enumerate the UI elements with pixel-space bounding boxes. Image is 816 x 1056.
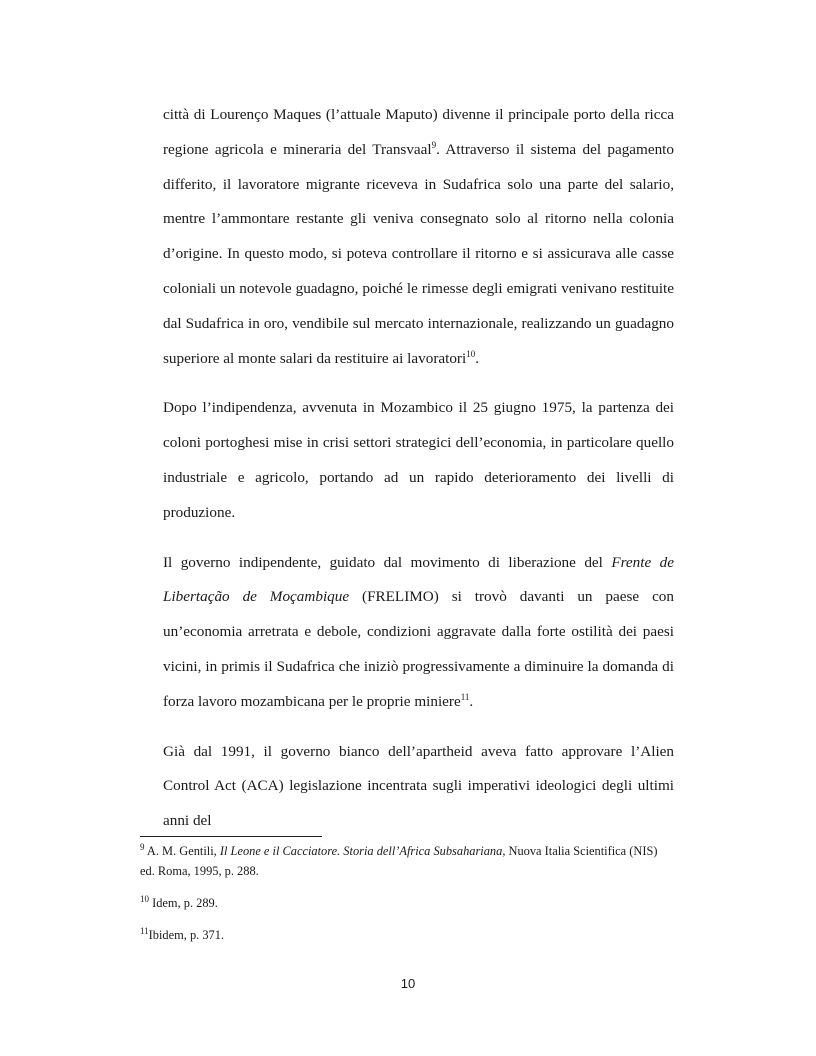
footnote-text: A. M. Gentili, — [144, 844, 220, 858]
footnote-text: Ibidem, p. 371. — [148, 928, 225, 942]
footnote-9 — [140, 841, 674, 881]
footnote-text: Idem, p. 289. — [149, 896, 218, 910]
paragraph-text: . — [475, 349, 480, 367]
footnote-ref-9[interactable]: 9 — [431, 139, 437, 150]
footnote-10 — [140, 893, 674, 913]
footnote-separator — [140, 836, 322, 837]
footnote-mark: 9 — [140, 841, 145, 852]
footnotes — [140, 841, 674, 957]
paragraph-text: . Attraverso il sistema del pagamento differito, il lavoratore migrante riceveva in Sudafrica solo una parte del salario, mentre l’ammontare restante gli veniva consegnato solo al ritorno nella colonia d’origine. In questo modo, si poteva controllare il ritorno e si assicurava alle casse coloniali un notevole guadagno, poiché le rimesse degli emigrati venivano restituite dal Sudafrica in oro, vendibile sul mercato internazionale, realizzando un guadagno superiore al monte salari da restituire ai lavoratori — [163, 140, 674, 367]
paragraph-2: Dopo l’indipendenza, avvenuta in Mozambico il 25 giugno 1975, la partenza dei coloni portoghesi mise in crisi settori strategici dell’economia, in particolare quello industriale e agricolo, portando ad un rapido deterioramento dei livelli di produzione. — [163, 399, 674, 521]
page-number: 10 — [400, 976, 416, 991]
paragraph-3 — [163, 546, 674, 720]
paragraph-text: (FRELIMO) si trovò davanti un paese con un’economia arretrata e debole, condizioni aggravate dalla forte ostilità dei paesi vicini, in primis il Sudafrica che iniziò progressivamente a diminuire la domanda di forza lavoro mozambicana per le proprie miniere — [163, 588, 674, 710]
paragraph-text: . — [469, 692, 474, 710]
footnote-mark: 11 — [140, 925, 149, 936]
body-text — [163, 98, 674, 854]
footnote-ref-11[interactable]: 11 — [460, 691, 470, 702]
footnote-11 — [140, 925, 674, 945]
frelimo-name-italic: Frente de Libertação de Moçambique — [163, 553, 674, 606]
paragraph-text: Il governo indipendente, guidato dal movimento di liberazione del — [163, 553, 612, 571]
paragraph-text: città di Lourenço Maques (l’attuale Maputo) divenne il principale porto della ricca regione agricola e mineraria del Transvaal — [163, 106, 674, 158]
paragraph-1 — [163, 98, 674, 376]
paragraph-4: Già dal 1991, il governo bianco dell’apartheid aveva fatto approvare l’Alien Control Act (ACA) legislazione incentrata sugli imperativi ideologici degli ultimi anni del — [163, 742, 674, 830]
footnote-text: , Nuova Italia Scientifica (NIS) ed. Roma, 1995, p. 288. — [140, 844, 658, 878]
footnote-ref-10[interactable]: 10 — [466, 348, 476, 359]
book-title-italic: Il Leone e il Cacciatore. Storia dell’Africa Subsahariana — [219, 844, 503, 858]
footnote-mark: 10 — [140, 893, 149, 904]
